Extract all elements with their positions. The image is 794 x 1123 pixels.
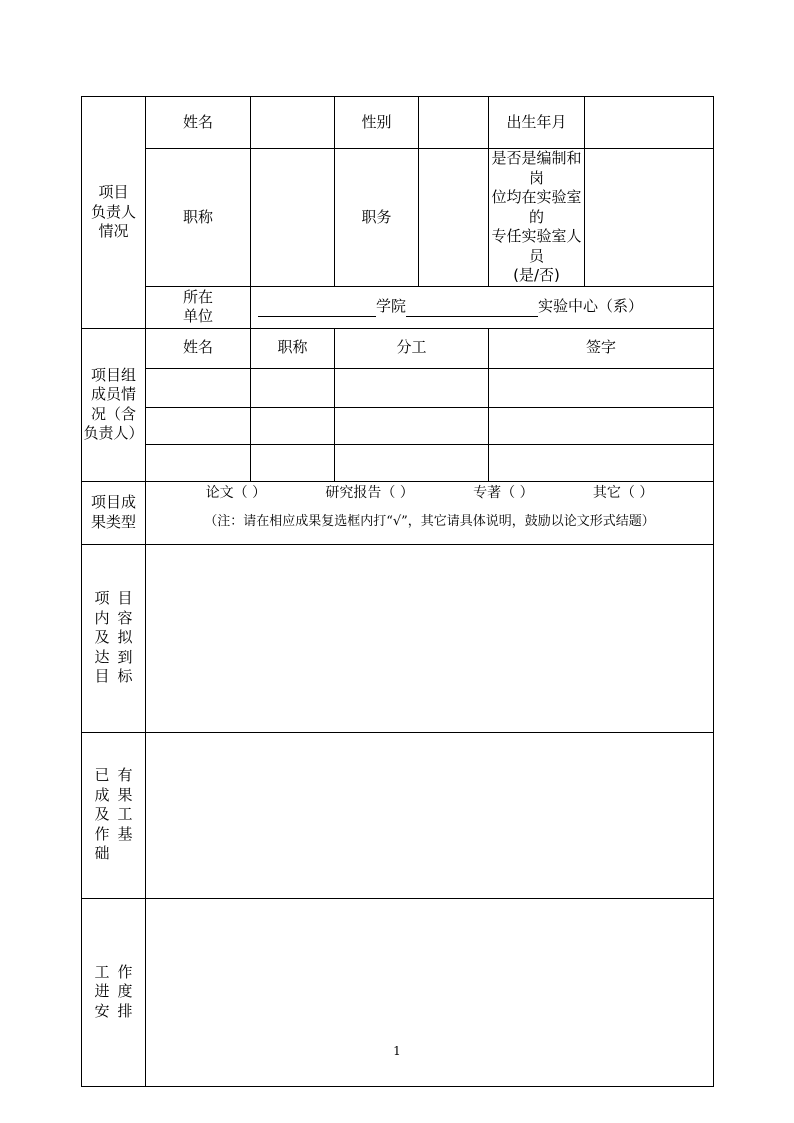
members-label-line-4: 负责人）	[83, 424, 144, 442]
center-blank[interactable]	[406, 302, 538, 317]
member-signature-field[interactable]	[489, 407, 714, 444]
achievements-label-char: 基	[117, 824, 133, 843]
member-signature-field[interactable]	[489, 368, 714, 407]
member-row	[82, 407, 714, 444]
members-label-line-3: 况（含	[90, 404, 136, 423]
result-type-options	[146, 484, 713, 502]
schedule-label-char: 作	[117, 962, 133, 981]
title-label: 职称	[146, 149, 251, 287]
content-label-char: 达	[94, 647, 110, 666]
achievements-label-char: 果	[117, 785, 133, 804]
schedule-label-char: 安	[94, 1001, 110, 1020]
member-header-signature: 签字	[489, 328, 714, 368]
result-type-label-line-1: 项目成	[90, 493, 136, 511]
staff-question-line-2: 位均在实验室的	[491, 188, 582, 226]
content-label-char: 项	[94, 589, 110, 608]
leader-label-line-1: 项目	[98, 183, 129, 201]
title-field[interactable]	[251, 149, 335, 287]
staff-question-line-3: 专任实验室人员	[491, 227, 582, 265]
center-label: 实验中心（系）	[538, 297, 644, 316]
option-other[interactable]: 其它（ ）	[592, 484, 654, 501]
schedule-label-char: 进	[94, 982, 110, 1001]
leader-label-line-3: 情况	[98, 222, 129, 240]
project-form-table	[81, 96, 714, 1087]
member-title-field[interactable]	[251, 444, 335, 481]
duty-label: 职务	[335, 149, 419, 287]
member-header-role: 分工	[335, 328, 489, 368]
members-label-line-2: 成员情	[90, 385, 136, 403]
gender-field[interactable]	[419, 97, 489, 149]
achievements-label-char: 已	[94, 766, 110, 785]
achievements-label-char: 成	[94, 785, 110, 804]
achievements-label-char: 有	[117, 766, 133, 785]
unit-field[interactable]	[251, 286, 714, 328]
duty-field[interactable]	[419, 149, 489, 287]
result-type-field	[146, 481, 714, 544]
members-section-label	[82, 328, 146, 481]
staff-question-line-4: (是/否)	[513, 266, 560, 284]
content-label-char: 标	[117, 667, 133, 686]
achievements-label-char: 作	[94, 824, 110, 843]
schedule-label-char: 度	[117, 982, 133, 1001]
member-signature-field[interactable]	[489, 444, 714, 481]
member-role-field[interactable]	[335, 407, 489, 444]
member-name-field[interactable]	[146, 444, 251, 481]
result-type-label	[82, 481, 146, 544]
member-role-field[interactable]	[335, 368, 489, 407]
schedule-label-char: 工	[94, 962, 110, 981]
achievements-section-label	[82, 732, 146, 898]
achievements-label-char: 工	[117, 805, 133, 824]
achievements-label-char: 础	[94, 844, 110, 863]
content-label-char: 及	[94, 628, 110, 647]
achievements-label-char: 及	[94, 805, 110, 824]
members-label-line-1: 项目组	[90, 365, 136, 384]
member-header-title: 职称	[251, 328, 335, 368]
content-section-label	[82, 544, 146, 732]
achievements-field[interactable]	[146, 732, 714, 898]
name-label: 姓名	[146, 97, 251, 149]
page-number: 1	[393, 1044, 401, 1058]
content-label-char: 容	[117, 608, 133, 627]
content-label-char: 内	[94, 608, 110, 627]
leader-label-line-2: 负责人	[90, 202, 136, 221]
leader-section-label	[82, 97, 146, 329]
member-row	[82, 444, 714, 481]
birth-label: 出生年月	[489, 97, 585, 149]
college-blank[interactable]	[258, 302, 376, 317]
member-name-field[interactable]	[146, 407, 251, 444]
unit-label-line-2: 单位	[182, 307, 213, 325]
content-label-char: 到	[117, 647, 133, 666]
gender-label: 性别	[335, 97, 419, 149]
staff-question-field[interactable]	[585, 149, 714, 287]
option-paper[interactable]: 论文（ ）	[205, 484, 267, 501]
result-type-label-line-2: 果类型	[90, 512, 136, 531]
member-role-field[interactable]	[335, 444, 489, 481]
staff-question-label	[489, 149, 585, 287]
member-header-name: 姓名	[146, 328, 251, 368]
unit-label	[146, 286, 251, 328]
content-label-char: 目	[94, 667, 110, 686]
college-label: 学院	[376, 297, 407, 316]
content-label-char: 目	[117, 589, 133, 608]
birth-field[interactable]	[585, 97, 714, 149]
member-title-field[interactable]	[251, 407, 335, 444]
schedule-label-char: 排	[117, 1001, 133, 1020]
content-label-char: 拟	[117, 628, 133, 647]
option-research-report[interactable]: 研究报告（ ）	[325, 484, 414, 501]
member-title-field[interactable]	[251, 368, 335, 407]
member-name-field[interactable]	[146, 368, 251, 407]
staff-question-line-1: 是否是编制和岗	[491, 149, 582, 187]
option-monograph[interactable]: 专著（ ）	[473, 484, 534, 501]
unit-label-line-1: 所在	[182, 288, 213, 306]
member-row	[82, 368, 714, 407]
content-field[interactable]	[146, 544, 714, 732]
name-field[interactable]	[251, 97, 335, 149]
result-type-note: （注：请在相应成果复选框内打“√”，其它请具体说明，鼓励以论文形式结题）	[204, 513, 655, 529]
